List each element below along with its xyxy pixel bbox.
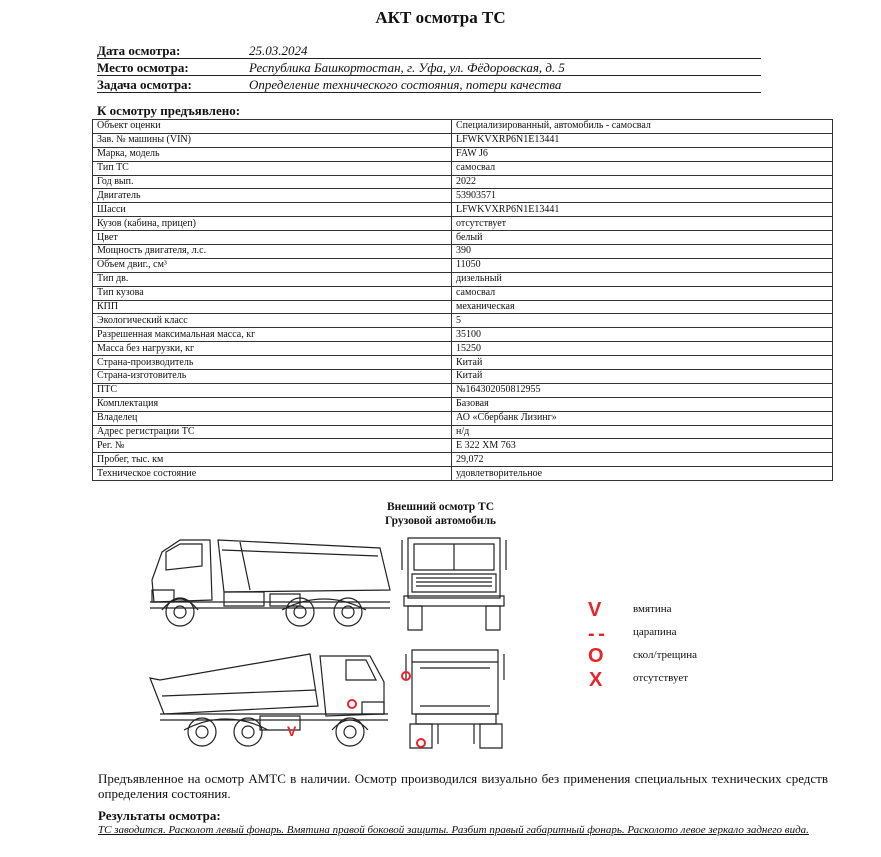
truck-front-view: [402, 538, 506, 630]
spec-label-cell: Масса без нагрузки, кг: [93, 342, 452, 356]
legend-symbol-missing: X: [589, 669, 603, 691]
spec-label-cell: Комплектация: [93, 397, 452, 411]
spec-label-cell: ПТС: [93, 383, 452, 397]
table-row: [93, 397, 833, 411]
legend-symbol-scratch: - -: [588, 623, 604, 645]
table-row: [93, 245, 833, 259]
meta-label: Место осмотра:: [97, 60, 189, 75]
table-row: [93, 342, 833, 356]
page-title: АКТ осмотра ТС: [375, 8, 506, 27]
spec-label-cell: Страна-производитель: [93, 356, 452, 370]
spec-value-cell: самосвал: [452, 161, 833, 175]
legend-label-chip: скол/трещина: [633, 649, 698, 661]
table-row: [93, 411, 833, 425]
table-row: [93, 425, 833, 439]
table-row: [93, 286, 833, 300]
table-row: [93, 120, 833, 134]
table-row: [93, 175, 833, 189]
table-row: [93, 314, 833, 328]
mark-chip-marker-lamp: [348, 700, 356, 708]
spec-table: [92, 119, 833, 481]
spec-value-cell: 11050: [452, 258, 833, 272]
spec-label-cell: Тип дв.: [93, 272, 452, 286]
spec-label-cell: Тип ТС: [93, 161, 452, 175]
table-row: [93, 272, 833, 286]
meta-value: Республика Башкортостан, г. Уфа, ул. Фёдоровская, д. 5: [249, 60, 565, 75]
spec-value-cell: Специализированный, автомобиль - самосвал: [452, 120, 833, 134]
legend-symbol-chip: O: [588, 645, 604, 667]
spec-label-cell: Год вып.: [93, 175, 452, 189]
legend-label-dent: вмятина: [633, 603, 672, 615]
meta-value: Определение технического состояния, потери качества: [249, 77, 562, 92]
legend-label-scratch: царапина: [633, 626, 677, 638]
spec-label-cell: Шасси: [93, 203, 452, 217]
table-row: [93, 161, 833, 175]
spec-value-cell: Базовая: [452, 397, 833, 411]
meta-value: 25.03.2024: [249, 43, 308, 58]
spec-label-cell: Зав. № машины (VIN): [93, 133, 452, 147]
truck-diagram: [140, 530, 520, 760]
spec-label-cell: Техническое состояние: [93, 467, 452, 481]
spec-label-cell: Кузов (кабина, прицеп): [93, 217, 452, 231]
mark-dent-side-guard: V: [287, 723, 297, 739]
spec-label-cell: Адрес регистрации ТС: [93, 425, 452, 439]
spec-label-cell: КПП: [93, 300, 452, 314]
spec-label-cell: Двигатель: [93, 189, 452, 203]
exterior-title: Внешний осмотр ТС: [386, 501, 495, 513]
table-row: [93, 439, 833, 453]
spec-value-cell: белый: [452, 231, 833, 245]
table-row: [93, 467, 833, 481]
spec-value-cell: 15250: [452, 342, 833, 356]
spec-value-cell: Е 322 ХМ 763: [452, 439, 833, 453]
spec-label-cell: Страна-изготовитель: [93, 370, 452, 384]
meta-label: Дата осмотра:: [97, 43, 181, 58]
results-title: Результаты осмотра:: [98, 808, 221, 823]
meta-row-place: [97, 60, 761, 76]
legend-symbol-dent: V: [588, 599, 602, 621]
table-row: [93, 189, 833, 203]
table-row: [93, 147, 833, 161]
spec-value-cell: 5: [452, 314, 833, 328]
spec-label-cell: Объем двиг., см³: [93, 258, 452, 272]
meta-row-task: [97, 77, 761, 93]
table-row: [93, 203, 833, 217]
table-row: [93, 383, 833, 397]
exterior-subtitle: Грузовой автомобиль: [384, 515, 497, 527]
table-row: [93, 370, 833, 384]
spec-label-cell: Рег. №: [93, 439, 452, 453]
spec-value-cell: 29,072: [452, 453, 833, 467]
spec-table-body: [93, 120, 833, 481]
mark-chip-tail-lamp: [417, 739, 425, 747]
table-row: [93, 356, 833, 370]
meta-label: Задача осмотра:: [97, 77, 192, 92]
spec-value-cell: 53903571: [452, 189, 833, 203]
spec-value-cell: отсутствует: [452, 217, 833, 231]
spec-label-cell: Цвет: [93, 231, 452, 245]
table-row: [93, 328, 833, 342]
spec-value-cell: Китай: [452, 356, 833, 370]
legend-label-missing: отсутствует: [633, 672, 689, 684]
spec-value-cell: FAW J6: [452, 147, 833, 161]
spec-value-cell: механическая: [452, 300, 833, 314]
spec-label-cell: Владелец: [93, 411, 452, 425]
table-row: [93, 453, 833, 467]
table-row: [93, 217, 833, 231]
table-row: [93, 300, 833, 314]
spec-value-cell: LFWKVXRP6N1E13441: [452, 203, 833, 217]
spec-label-cell: Марка, модель: [93, 147, 452, 161]
spec-value-cell: LFWKVXRP6N1E13441: [452, 133, 833, 147]
spec-value-cell: АО «Сбербанк Лизинг»: [452, 411, 833, 425]
spec-label-cell: Объект оценки: [93, 120, 452, 134]
table-row: [93, 258, 833, 272]
spec-value-cell: 35100: [452, 328, 833, 342]
spec-label-cell: Тип кузова: [93, 286, 452, 300]
spec-value-cell: Китай: [452, 370, 833, 384]
spec-label-cell: Экологический класс: [93, 314, 452, 328]
table-row: [93, 133, 833, 147]
inspection-paragraph: Предъявленное на осмотр АМТС в наличии. Осмотр производился визуально без применения специальных технических средств определения состояния.: [98, 771, 828, 801]
section-title: К осмотру предъявлено:: [97, 103, 241, 118]
results-text: ТС заводится. Расколот левый фонарь. Вмятина правой боковой защиты. Разбит правый габаритный фонарь. Расколото левое зеркало заднего вида.: [98, 824, 809, 836]
spec-label-cell: Разрешенная максимальная масса, кг: [93, 328, 452, 342]
damage-marks: [287, 672, 425, 747]
spec-value-cell: самосвал: [452, 286, 833, 300]
spec-value-cell: дизельный: [452, 272, 833, 286]
spec-value-cell: 2022: [452, 175, 833, 189]
truck-left-side-view: [150, 540, 390, 626]
truck-rear-view: [406, 650, 504, 748]
spec-value-cell: 390: [452, 245, 833, 259]
spec-value-cell: удовлетворительное: [452, 467, 833, 481]
spec-value-cell: №164302050812955: [452, 383, 833, 397]
spec-label-cell: Пробег, тыс. км: [93, 453, 452, 467]
table-row: [93, 231, 833, 245]
spec-value-cell: н/д: [452, 425, 833, 439]
meta-row-date: [97, 43, 761, 59]
spec-label-cell: Мощность двигателя, л.с.: [93, 245, 452, 259]
